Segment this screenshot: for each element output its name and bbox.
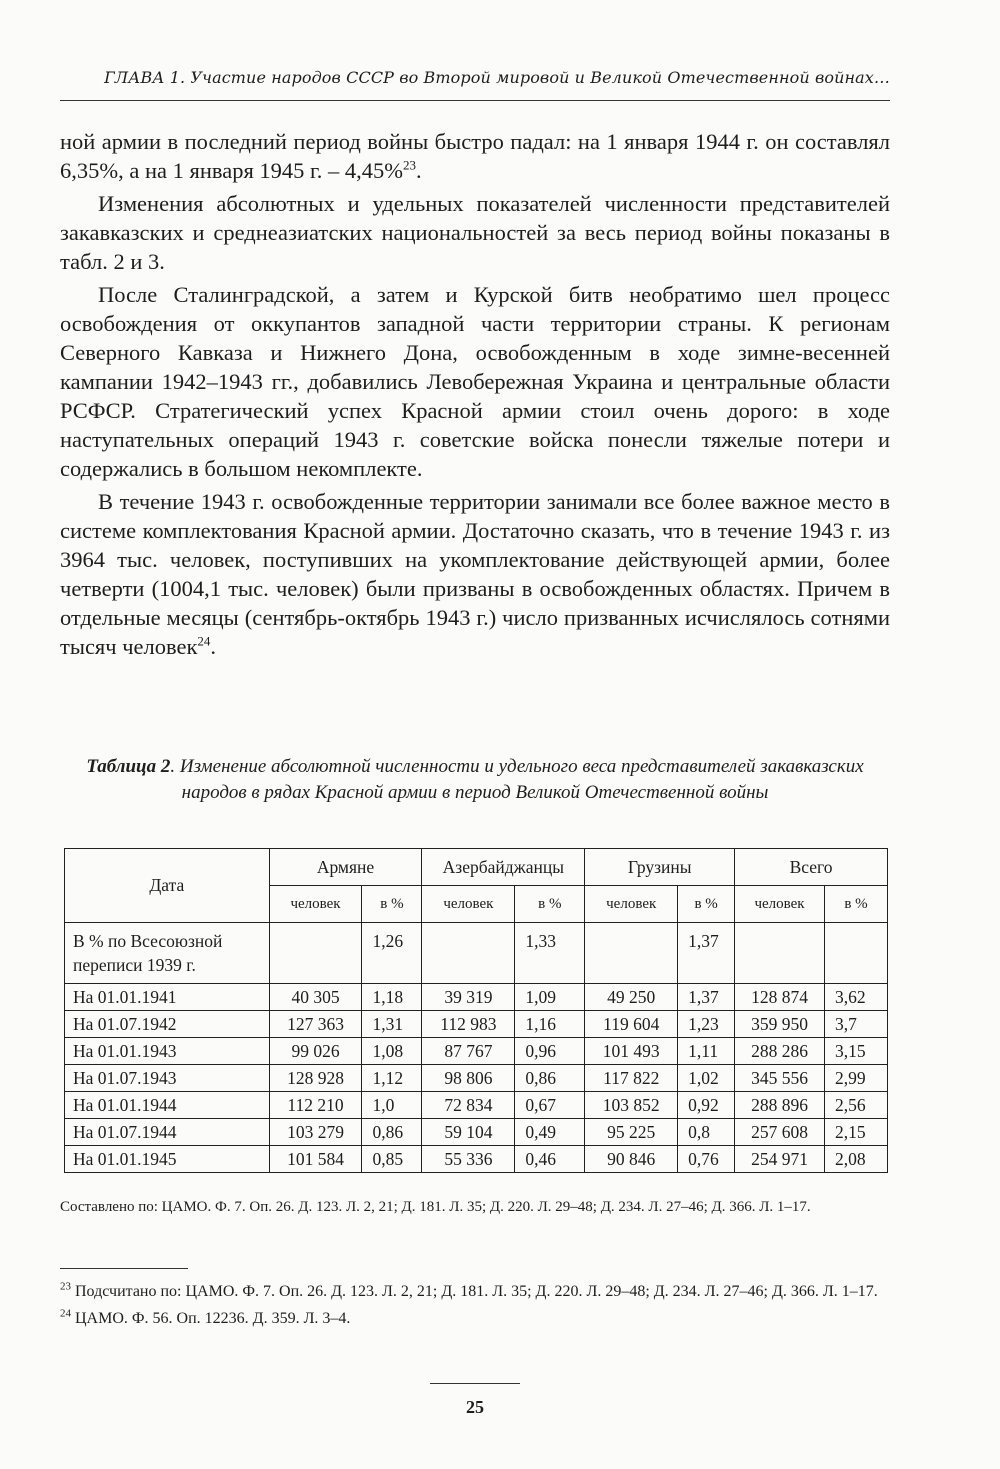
table-cell: 0,92 bbox=[678, 1092, 735, 1119]
table-cell bbox=[269, 923, 362, 984]
row-label: В % по Всесоюзной переписи 1939 г. bbox=[65, 923, 270, 984]
paragraph: ной армии в последний период войны быстро падал: на 1 января 1944 г. он составлял 6,35%, а на 1 января 1945 г. – 4,45%$^{23}$. bbox=[60, 129, 890, 183]
subheader: в % bbox=[515, 886, 585, 923]
table-row bbox=[65, 984, 888, 1011]
table-cell: 288 896 bbox=[735, 1092, 825, 1119]
subheader: человек bbox=[585, 886, 678, 923]
table-cell bbox=[585, 923, 678, 984]
row-label: На 01.07.1943 bbox=[65, 1065, 270, 1092]
table-cell: 1,08 bbox=[362, 1038, 422, 1065]
table-cell: 0,8 bbox=[678, 1119, 735, 1146]
table-cell: 0,46 bbox=[515, 1146, 585, 1173]
table-cell: 1,37 bbox=[678, 923, 735, 984]
table-cell bbox=[422, 923, 515, 984]
page-number-rule bbox=[430, 1383, 520, 1384]
table-cell: 128 874 bbox=[735, 984, 825, 1011]
table-cell: 0,85 bbox=[362, 1146, 422, 1173]
table-cell: 3,62 bbox=[824, 984, 887, 1011]
table-cell bbox=[735, 923, 825, 984]
table-cell: 2,15 bbox=[824, 1119, 887, 1146]
table-cell: 2,08 bbox=[824, 1146, 887, 1173]
group-header: Грузины bbox=[585, 849, 735, 886]
subheader: в % bbox=[362, 886, 422, 923]
table-cell: 103 279 bbox=[269, 1119, 362, 1146]
table-cell: 117 822 bbox=[585, 1065, 678, 1092]
table-cell: 103 852 bbox=[585, 1092, 678, 1119]
footnote: $^{23}$ Подсчитано по: ЦАМО. Ф. 7. Оп. 26. Д. 123. Л. 2, 21; Д. 181. Л. 35; Д. 220. Л. 29–48; Д. 234. Л. 27–46; Д. 366. Л. 1–17. bbox=[60, 1280, 878, 1300]
footnote-ref[interactable]: 24 bbox=[197, 633, 211, 649]
table-cell: 87 767 bbox=[422, 1038, 515, 1065]
group-header: Армяне bbox=[269, 849, 422, 886]
table-row bbox=[65, 1092, 888, 1119]
table-cell: 112 983 bbox=[422, 1011, 515, 1038]
row-label: На 01.01.1941 bbox=[65, 984, 270, 1011]
table-cell: 59 104 bbox=[422, 1119, 515, 1146]
table-row bbox=[65, 1038, 888, 1065]
table-cell: 0,96 bbox=[515, 1038, 585, 1065]
table-cell: 2,99 bbox=[824, 1065, 887, 1092]
table-cell: 359 950 bbox=[735, 1011, 825, 1038]
table-row bbox=[65, 1146, 888, 1173]
subheader: человек bbox=[269, 886, 362, 923]
table-row bbox=[65, 1011, 888, 1038]
footnote-id: 23 bbox=[60, 1280, 71, 1293]
group-header: Азербайджанцы bbox=[422, 849, 585, 886]
table-cell bbox=[824, 923, 887, 984]
table-caption-label: Таблица 2 bbox=[86, 756, 171, 777]
table-cell: 2,56 bbox=[824, 1092, 887, 1119]
table-cell: 1,12 bbox=[362, 1065, 422, 1092]
subheader: человек bbox=[735, 886, 825, 923]
table-cell: 0,86 bbox=[362, 1119, 422, 1146]
table-cell: 90 846 bbox=[585, 1146, 678, 1173]
table-cell: 254 971 bbox=[735, 1146, 825, 1173]
table-cell: 345 556 bbox=[735, 1065, 825, 1092]
table-cell: 1,02 bbox=[678, 1065, 735, 1092]
data-table bbox=[64, 848, 888, 1173]
table-cell: 1,26 bbox=[362, 923, 422, 984]
paragraph: После Сталинградской, а затем и Курской битв необратимо шел процесс освобождения от оккупантов западной части территории страны. К регионам Северного Кавказа и Нижнего Дона, освобожденным в ходе зимне-весенней кампании 1942–1943 гг., добавились Левобережная Украина и центральные области РСФСР. Стратегический успех Красной армии стоил очень дорого: в ходе наступательных операций 1943 г. советские войска понесли тяжелые потери и содержались в большом некомплекте. bbox=[60, 282, 890, 481]
table-cell: 101 584 bbox=[269, 1146, 362, 1173]
table-cell: 1,18 bbox=[362, 984, 422, 1011]
table-cell: 257 608 bbox=[735, 1119, 825, 1146]
table-cell: 1,0 bbox=[362, 1092, 422, 1119]
row-label: На 01.01.1943 bbox=[65, 1038, 270, 1065]
table-cell: 98 806 bbox=[422, 1065, 515, 1092]
table-caption-title: . Изменение абсолютной численности и удельного веса представителей закавказских народов в рядах Красной армии в период Великой Отечественной войны bbox=[170, 756, 864, 803]
table-cell: 127 363 bbox=[269, 1011, 362, 1038]
row-label: На 01.01.1944 bbox=[65, 1092, 270, 1119]
subheader: в % bbox=[678, 886, 735, 923]
table-cell: 1,37 bbox=[678, 984, 735, 1011]
table-cell: 0,67 bbox=[515, 1092, 585, 1119]
running-head: ГЛАВА 1. Участие народов СССР во Второй мировой и Великой Отечественной войнах… bbox=[104, 68, 890, 87]
table-cell: 1,09 bbox=[515, 984, 585, 1011]
footnote-rule bbox=[60, 1268, 188, 1269]
date-header: Дата bbox=[65, 849, 270, 923]
table-cell: 72 834 bbox=[422, 1092, 515, 1119]
table-row bbox=[65, 1119, 888, 1146]
table-cell: 0,49 bbox=[515, 1119, 585, 1146]
table-cell: 99 026 bbox=[269, 1038, 362, 1065]
paragraph: Изменения абсолютных и удельных показателей численности представителей закавказских и среднеазиатских национальностей за весь период войны показаны в табл. 2 и 3. bbox=[60, 191, 890, 274]
table-cell: 112 210 bbox=[269, 1092, 362, 1119]
footnotes bbox=[60, 1280, 890, 1334]
table-header-row bbox=[65, 849, 888, 886]
table-cell: 101 493 bbox=[585, 1038, 678, 1065]
page-number: 25 bbox=[466, 1397, 484, 1417]
table-cell: 288 286 bbox=[735, 1038, 825, 1065]
table-cell: 119 604 bbox=[585, 1011, 678, 1038]
row-label: На 01.07.1944 bbox=[65, 1119, 270, 1146]
table-cell: 1,33 bbox=[515, 923, 585, 984]
paragraph: В течение 1943 г. освобожденные территории занимали все более важное место в системе комплектования Красной армии. Достаточно сказать, что в течение 1943 г. из 3964 тыс. человек, поступивших на укомплектование действующей армии, более четверти (1004,1 тыс. человек) были призваны в освобожденных областях. Причем в отдельные месяцы (сентябрь-октябрь 1943 г.) число призванных исчислялось сотнями тысяч человек$^{24}$. bbox=[60, 489, 890, 659]
body-text bbox=[60, 127, 890, 665]
table-row bbox=[65, 923, 888, 984]
table-cell: 55 336 bbox=[422, 1146, 515, 1173]
row-label: На 01.01.1945 bbox=[65, 1146, 270, 1173]
table-cell: 0,86 bbox=[515, 1065, 585, 1092]
table-row bbox=[65, 1065, 888, 1092]
table-cell: 1,31 bbox=[362, 1011, 422, 1038]
table-cell: 40 305 bbox=[269, 984, 362, 1011]
table-cell: 49 250 bbox=[585, 984, 678, 1011]
footnote: $^{24}$ ЦАМО. Ф. 56. Оп. 12236. Д. 359. Л. 3–4. bbox=[60, 1307, 351, 1327]
table-cell: 95 225 bbox=[585, 1119, 678, 1146]
table-caption bbox=[60, 754, 890, 806]
table-cell: 3,15 bbox=[824, 1038, 887, 1065]
row-label: На 01.07.1942 bbox=[65, 1011, 270, 1038]
header-rule bbox=[60, 100, 890, 101]
footnote-id: 24 bbox=[60, 1307, 71, 1320]
table-cell: 3,7 bbox=[824, 1011, 887, 1038]
table-cell: 1,16 bbox=[515, 1011, 585, 1038]
table-cell: 39 319 bbox=[422, 984, 515, 1011]
footnote-ref[interactable]: 23 bbox=[403, 157, 416, 173]
group-header: Всего bbox=[735, 849, 888, 886]
table-cell: 1,11 bbox=[678, 1038, 735, 1065]
table-source-note: Составлено по: ЦАМО. Ф. 7. Оп. 26. Д. 123. Л. 2, 21; Д. 181. Л. 35; Д. 220. Л. 29–48; Д. 234. Л. 27–46; Д. 366. Л. 1–17. bbox=[60, 1199, 811, 1215]
table-cell: 128 928 bbox=[269, 1065, 362, 1092]
subheader: человек bbox=[422, 886, 515, 923]
subheader: в % bbox=[824, 886, 887, 923]
table-cell: 0,76 bbox=[678, 1146, 735, 1173]
table-cell: 1,23 bbox=[678, 1011, 735, 1038]
